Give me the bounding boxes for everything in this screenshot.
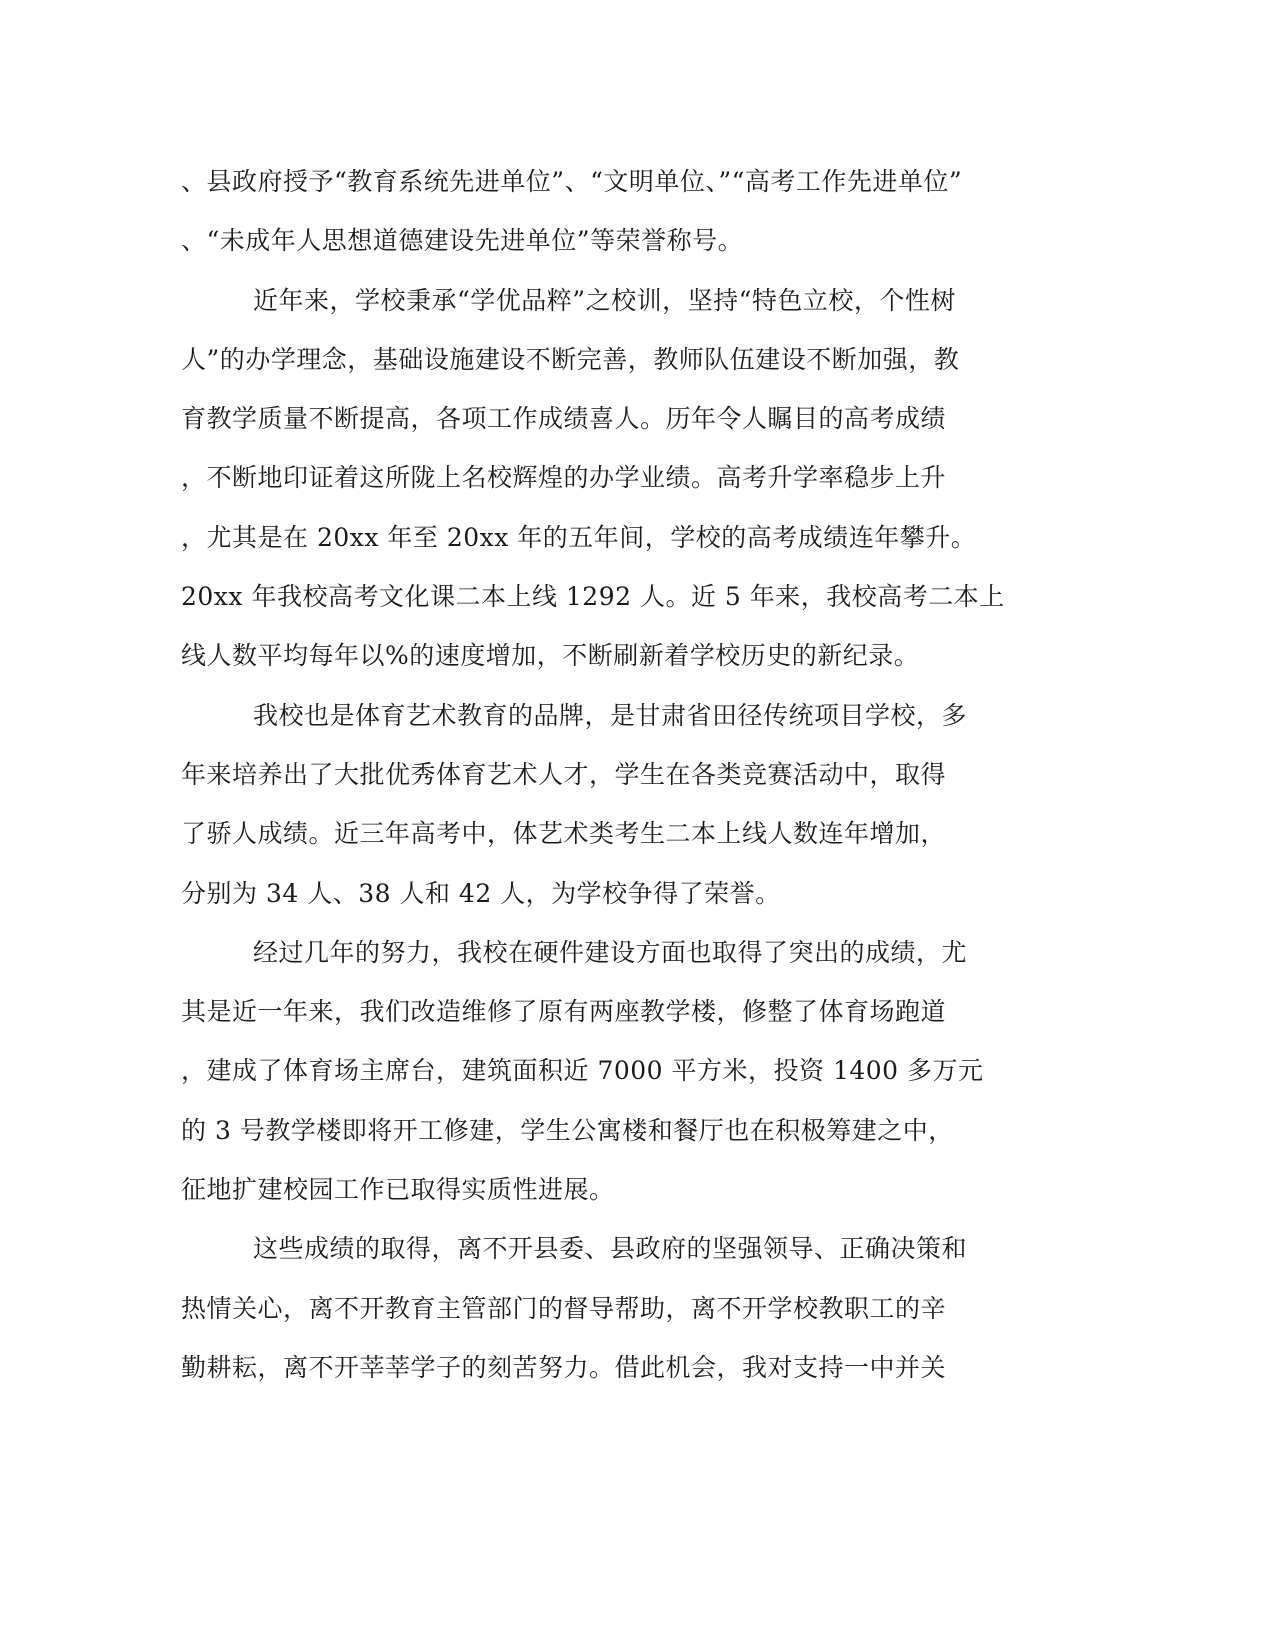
text-line: 人”的办学理念，基础设施建设不断完善，教师队伍建设不断加强，教 (181, 344, 960, 374)
text-line: ，尤其是在 20xx 年至 20xx 年的五年间，学校的高考成绩连年攀升。 (181, 522, 977, 552)
text-line: 其是近一年来，我们改造维修了原有两座教学楼，修整了体育场跑道 (181, 997, 947, 1027)
text-line: 、县政府授予“教育系统先进单位”、“文明单位、”“高考工作先进单位” (181, 167, 963, 196)
text-line: 热情关心，离不开教育主管部门的督导帮助，离不开学校教职工的辛 (181, 1293, 947, 1323)
text-line: 线人数平均每年以%的速度增加，不断刷新着学校历史的新纪录。 (181, 641, 920, 671)
text-line: 征地扩建校园工作已取得实质性进展。 (181, 1175, 615, 1205)
text-line: 近年来，学校秉承“学优品粹”之校训，坚持“特色立校，个性树 (253, 285, 956, 315)
text-line: 育教学质量不断提高，各项工作成绩喜人。历年令人瞩目的高考成绩 (181, 404, 947, 434)
text-line: ，不断地印证着这所陇上名校辉煌的办学业绩。高考升学率稳步上升 (181, 463, 947, 493)
text-line: 勤耕耘，离不开莘莘学子的刻苦努力。借此机会，我对支持一中并关 (181, 1352, 947, 1382)
text-line: 我校也是体育艺术教育的品牌，是甘肃省田径传统项目学校，多 (253, 700, 968, 730)
text-line: 、“未成年人思想道德建设先进单位”等荣誉称号。 (181, 226, 744, 256)
text-line: 分别为 34 人、38 人和 42 人，为学校争得了荣誉。 (181, 878, 781, 908)
document-body (181, 162, 1041, 1407)
text-line: 经过几年的努力，我校在硬件建设方面也取得了突出的成绩，尤 (253, 937, 968, 967)
text-line: 年来培养出了大批优秀体育艺术人才，学生在各类竞赛活动中，取得 (181, 759, 947, 789)
text-line: 这些成绩的取得，离不开县委、县政府的坚强领导、正确决策和 (253, 1234, 968, 1264)
text-line: ，建成了体育场主席台，建筑面积近 7000 平方米，投资 1400 多万元 (181, 1056, 984, 1086)
text-line: 的 3 号教学楼即将开工修建，学生公寓楼和餐厅也在积极筹建之中， (181, 1115, 954, 1145)
text-line: 20xx 年我校高考文化课二本上线 1292 人。近 5 年来，我校高考二本上 (181, 582, 1005, 612)
text-line: 了骄人成绩。近三年高考中，体艺术类考生二本上线人数连年增加， (181, 819, 947, 849)
